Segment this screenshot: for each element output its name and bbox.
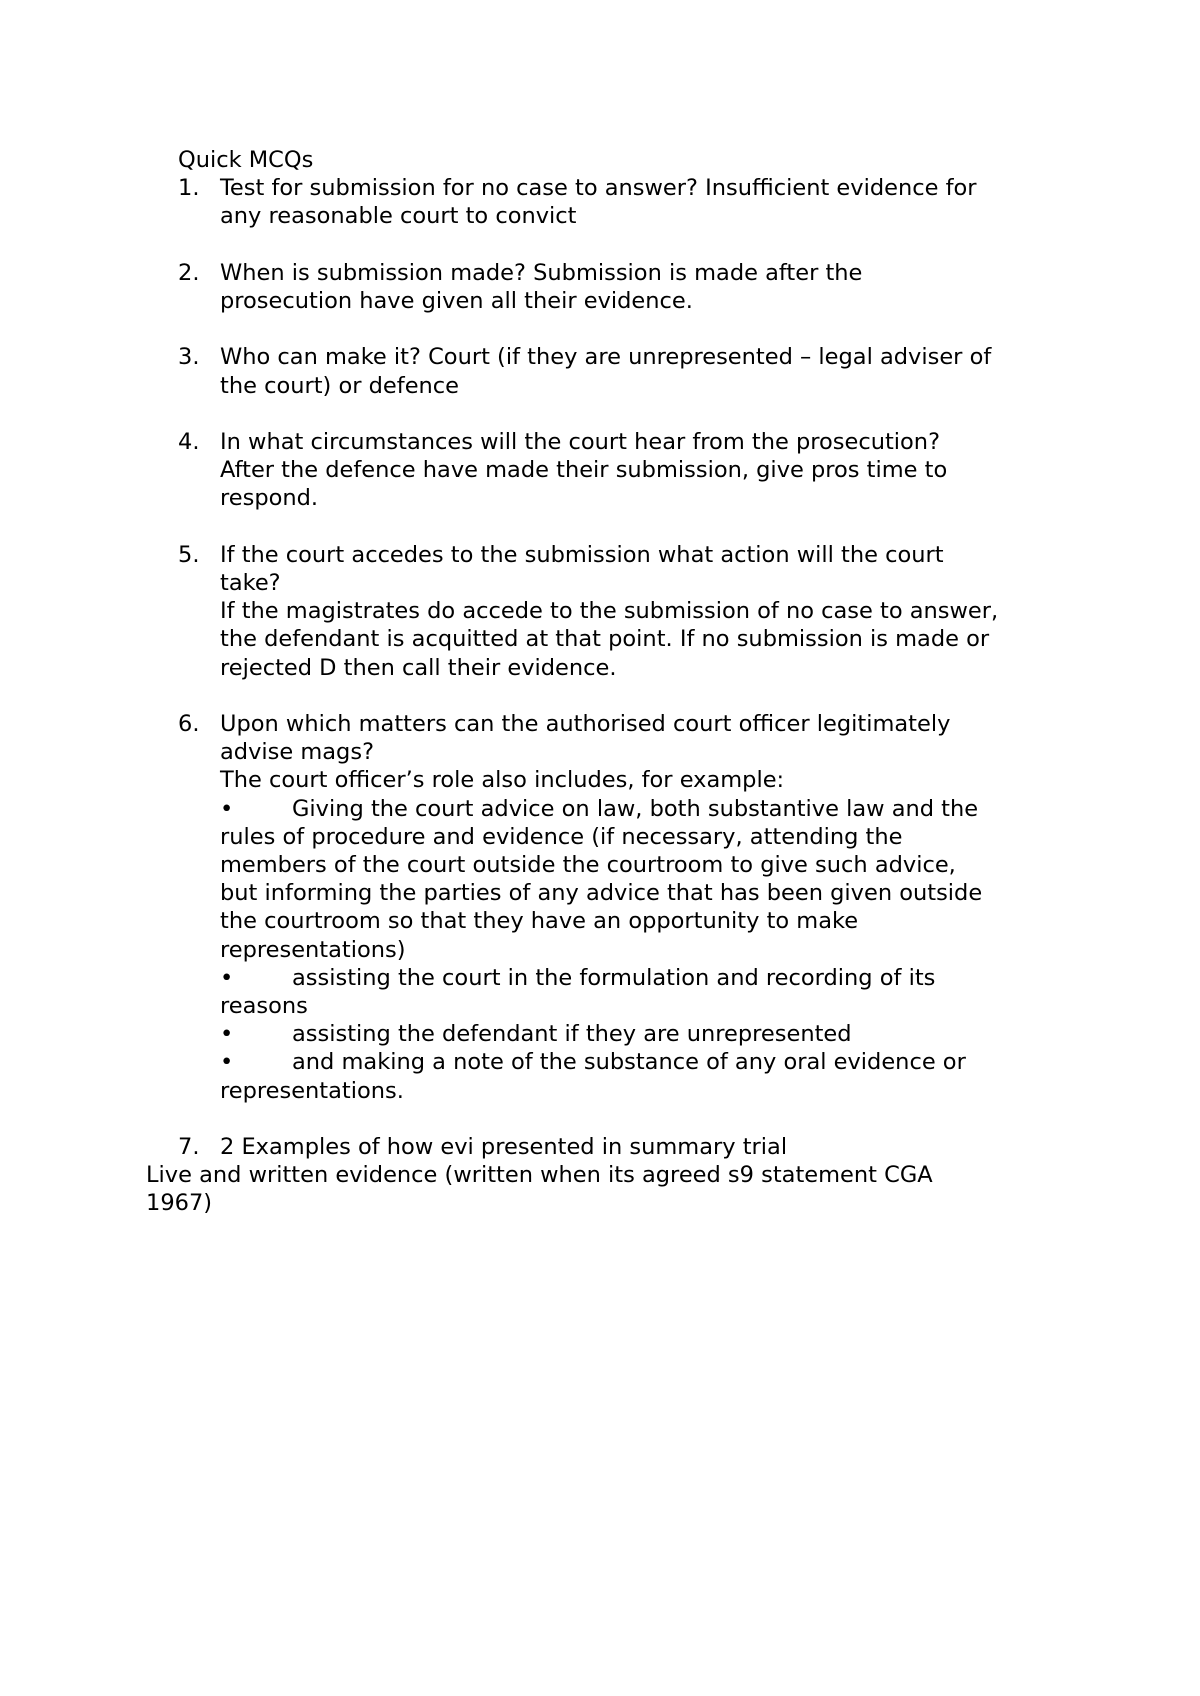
question-line: If the court accedes to the submission what action will the court	[220, 541, 944, 568]
question-line: Upon which matters can the authorised court officer legitimately	[220, 710, 951, 737]
bullet-icon: •	[220, 795, 234, 822]
bullet-text: reasons	[220, 993, 308, 1020]
bullet-text: rules of procedure and evidence (if necessary, attending the	[220, 823, 903, 850]
page-title: Quick MCQs	[178, 147, 314, 173]
closing-answer	[146, 1161, 1076, 1217]
bullet-text: members of the court outside the courtroom to give such advice,	[220, 852, 956, 878]
bullet-item	[220, 795, 1076, 964]
bullet-text: assisting the defendant if they are unrepresented	[292, 1021, 852, 1048]
question-number: 5.	[178, 541, 200, 568]
bullet-item	[220, 1048, 1076, 1104]
question-1	[146, 174, 1076, 230]
bullet-text: but informing the parties of any advice that has been given outside	[220, 880, 983, 907]
question-7	[146, 1133, 1076, 1161]
question-4	[146, 428, 1076, 513]
question-number: 2.	[178, 259, 200, 286]
bullet-icon: •	[220, 1049, 234, 1076]
question-line: When is submission made? Submission is made after the	[220, 259, 863, 286]
question-line: After the defence have made their submission, give pros time to	[220, 457, 948, 484]
question-line: Test for submission for no case to answer? Insufficient evidence for	[220, 175, 977, 202]
bullet-icon: •	[220, 964, 234, 991]
question-5	[146, 541, 1076, 682]
bullet-text: Giving the court advice on law, both substantive law and the	[292, 795, 979, 822]
question-line: advise mags?	[220, 739, 375, 766]
bullet-text: and making a note of the substance of any oral evidence or	[292, 1049, 966, 1076]
answer-line: Live and written evidence (written when its agreed s9 statement CGA	[146, 1162, 933, 1189]
bullet-text: assisting the court in the formulation and recording of its	[292, 964, 936, 991]
question-6	[146, 710, 1076, 1105]
question-number: 3.	[178, 344, 200, 371]
bullet-item	[220, 964, 1076, 1020]
question-line: the court) or defence	[220, 372, 460, 399]
question-line: take?	[220, 569, 281, 596]
question-3	[146, 343, 1076, 399]
question-line: In what circumstances will the court hear from the prosecution?	[220, 428, 941, 455]
question-number: 6.	[178, 710, 200, 737]
answer-line: 1967)	[146, 1190, 213, 1217]
question-2	[146, 259, 1076, 315]
answer-line: The court officer’s role also includes, for example:	[220, 767, 785, 794]
document-body	[146, 146, 1076, 1218]
question-number: 1.	[178, 175, 200, 202]
answer-line: the defendant is acquitted at that point. If no submission is made or	[220, 626, 990, 653]
question-number: 7.	[178, 1134, 200, 1161]
bullet-item	[220, 1020, 1076, 1048]
answer-line: If the magistrates do accede to the submission of no case to answer,	[220, 598, 999, 625]
question-line: any reasonable court to convict	[220, 203, 577, 230]
question-line: 2 Examples of how evi presented in summary trial	[220, 1134, 788, 1161]
bullet-text: representations.	[220, 1077, 404, 1104]
answer-line: rejected D then call their evidence.	[220, 654, 617, 681]
question-line: Who can make it? Court (if they are unrepresented – legal adviser of	[220, 344, 992, 371]
question-number: 4.	[178, 428, 200, 455]
question-line: prosecution have given all their evidence.	[220, 288, 693, 314]
bullet-icon: •	[220, 1021, 234, 1048]
bullet-text: representations)	[220, 936, 406, 963]
bullet-text: the courtroom so that they have an opportunity to make	[220, 908, 859, 935]
question-line: respond.	[220, 485, 319, 512]
